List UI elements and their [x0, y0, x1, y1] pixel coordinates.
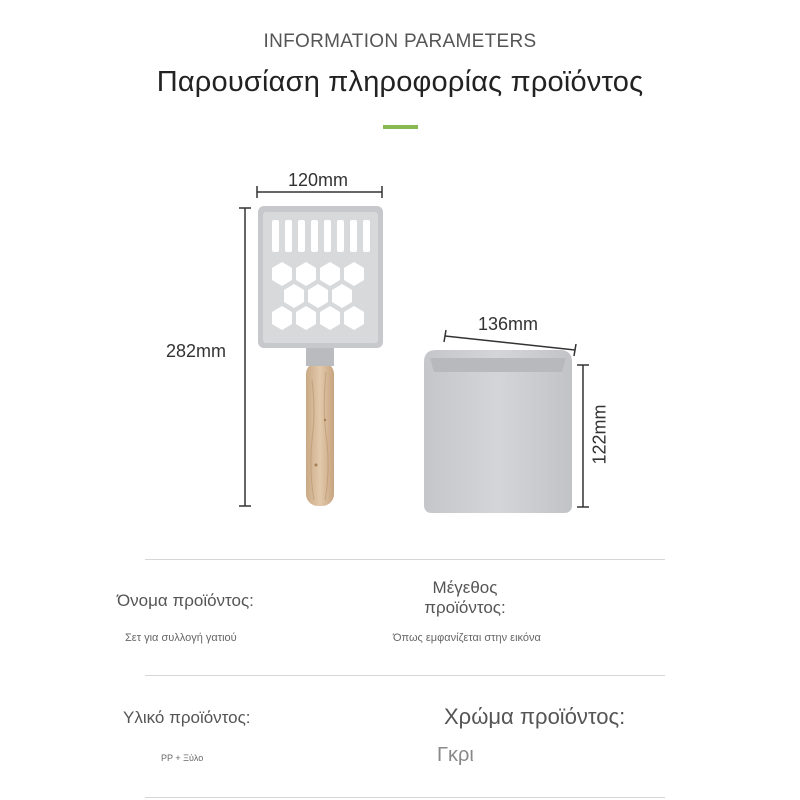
- scoop-width-label: 120mm: [288, 170, 349, 190]
- holder-height-label: 122mm: [589, 404, 610, 465]
- scoop-wood-handle: [306, 362, 334, 506]
- product-size-label-line2: προϊόντος:: [424, 598, 506, 617]
- product-name-value: Σετ για συλλογή γατιού: [125, 632, 237, 644]
- product-size-value: Όπως εμφανίζεται στην εικόνα: [393, 632, 541, 644]
- scoop-height-label: 282mm: [166, 341, 227, 361]
- product-color-label: Χρώμα προϊόντος:: [444, 704, 626, 729]
- section-kicker: INFORMATION PARAMETERS: [263, 31, 537, 52]
- divider-bottom: [145, 797, 665, 798]
- product-material-value: PP + Ξύλο: [161, 753, 204, 763]
- scoop-neck: [306, 346, 334, 366]
- scoop-head: [258, 206, 383, 348]
- product-size-label: [390, 578, 540, 618]
- page-title: Παρουσίαση πληροφορίας προϊόντος: [156, 66, 644, 98]
- product-size-label-line1: Μέγεθος: [432, 578, 498, 597]
- scoop-height-dimension-line: [239, 208, 251, 506]
- holder-height-dimension-line: [577, 365, 589, 507]
- scoop-holder: [424, 350, 572, 513]
- product-material-label: Υλικό προϊόντος:: [123, 708, 251, 727]
- product-color-value: Γκρι: [437, 744, 474, 766]
- product-name-label: Όνομα προϊόντος:: [117, 591, 254, 610]
- holder-width-label: 136mm: [478, 314, 539, 334]
- divider-middle: [145, 675, 665, 676]
- divider-top: [145, 559, 665, 560]
